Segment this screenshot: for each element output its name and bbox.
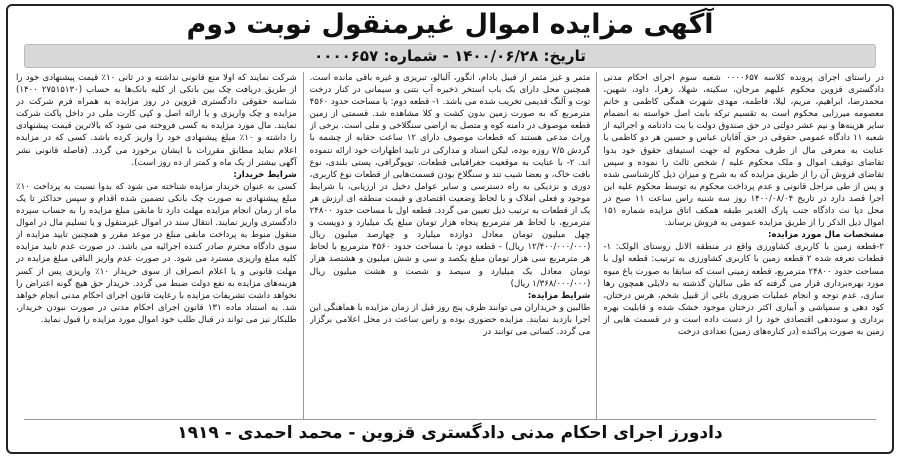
date-number-bar: تاریخ: ۱۴۰۰/۰۶/۲۸ - شماره: ۰۰۰۰۶۵۷: [24, 44, 876, 68]
signature-footer: دادورز اجرای احکام مدنی دادگستری قزوین - محمد احمدی - ۱۹۱۹: [177, 423, 723, 443]
property-specs-heading: مشخصات مال مورد مزایده:: [768, 230, 884, 241]
buyer-conditions-heading: شرایط خریدار:: [233, 169, 297, 180]
participation-paragraph: شرکت نمایند که اولا منع قانونی نداشته و در ثانی ۱۰٪ قیمت پیشنهادی خود را از طریق دریافت چک بین بانکی از کلیه بانک‌ها به حساب (۲۷۵۱۵۱۳۰ ۱۴۰۰) شناسه حقوقی دادگستری قزوین در روز مزایده به همراه فرم شرکت در مزایده و چک واریزی و یا ارائه اصل و کپی کارت ملی در داخل پاکت شرکت نمایند. مال مورد مزایده به کسی فروخته می شود که بالاترین قیمت پیشنهادی را داشته و ۱۰٪ مبلغ پیشنهادی خود را واریز کرده باشد. کسی که در مزایده اعلام نماید مطابق مقررات با ایشان برخورد می گردد. (فاصله قانونی نشر آگهی بیشتر از یک ماه و کمتر از ده روز است).: [15, 73, 297, 168]
property-item-paragraph: ۲-قطعه زمین با کاربری کشاورزی واقع در منطقه الانل روستای الولک: ۱-قطعات تعرفه شده ۲ قطعه زمین با کاربری کشاورزی به ترتیب: قطعه اول با مساحت حدود ۲۴۸۰۰ مترمربع، قطعه زمینی است که سابقا به صورت باغ میوه مورد بهره‌برداری قرار می گرفته که طی سالیان گذشته به دلایلی همچون رها سازی، عدم توجه و انجام عملیات ضروری باغی از قبیل شخم، هرس درختان، کود دهی و سمپاشی و آبیاری اکثر درختان موجود خشک شده و قابلیت بهره برداری و سوددهی اقتصادی خود را از دست داده است و در قسمت هایی از زمین به صورت پراکنده (در کناره‌های زمین) تعدادی درخت: [603, 242, 884, 337]
auction-conditions-heading: شرایط مزایده:: [527, 290, 591, 301]
column-right: [603, 72, 884, 420]
intro-paragraph: در راستای اجرای پرونده کلاسه ۰۰۰۰۶۵۷ شعبه سوم اجرای احکام مدنی دادگستری قزوین محکوم علیهم مرجان، سکینه، شهلا، زهرا، داود، شهین، محمدرضا، ابراهیم، مریم، لیلا، فاطمه، مهدی شهرت همگی کاظمی و خانم معصومه میرزایی محکوم است به تقسیم ترکه بابت اصل خواسته به انضمام سایر هزینه‌ها و نیم عشر دولتی در حق صندوق دولت با بت دادنامه و اجرائیه از شعبه ۱۱ دادگاه عمومی حقوقی در حق آقایان عباس و حسین هر دو کاظمی با عنایت به معرفی مال از طرف محکوم له جهت استیفای حقوق خود بدوا تقاضای توقیف اموال و ملک محکوم علیه / شخص ثالث را نموده و سپس تقاضای فروش آن را از طریق مزایده که به شرح و میزان ذیل کارشناسی شده و پس از طی مراحل قانونی و عدم پرداخت محکوم به توسط محکوم علیه این اجرا قصد دارد در تاریخ ۱۴۰۰/۰۸/۰۴ روز سه شنبه راس ساعت ۱۱ صبح در محل دیا نت دادگاه جنب پارک الغدیر طبقه همکف اتاق مزایده شماره ۱۵۱ اموال ذیل الذکر را از طریق مزایده عمومی به فروش برساند.: [603, 73, 884, 229]
column-middle: [310, 72, 591, 420]
auction-notice: [6, 4, 894, 454]
column-divider: [303, 72, 304, 420]
auction-conditions-paragraph: طالبین و خریداران می توانند ظرف پنج روز قبل از زمان مزایده با هماهنگی این اجرا بازدید نمایند. مزایده حضوری بوده و راس ساعت در محل اعلامی برگزار می گردد. کسانی می توانند در: [309, 302, 591, 337]
valuation-paragraph: مثمر و غیر مثمر از قبیل بادام، انگور، آلبالو، تبریزی و غیره باقی مانده است. همچنین محل دارای یک باب استخر ذخیره آب بتنی و سیمانی در کنار درخت توت و آلنگ قدیمی تخریب شده می باشد. ۱- قطعه دوم: با مساحت حدود ۴۵۶۰ مترمربع که به صورت زمین بدون کشت و کلا مشاهده شد. قسمتی از زمین قطعه موصوف در دامنه کوه و متصل به اراضی سنگلاخی و ملی است. برخی از وراث مدعی هستند که قطعات موصوف دارای ۱۲ ساعت حقابه از چشمه با گردش ۷/۵ روزه بوده، لیکن اسناد و مدارکی در تایید اظهارات خود ارائه ننموده اند. ۲- با عنایت به موقعیت جغرافیایی قطعات، توپوگرافی، پستی بلندی، نوع بافت خاک، و بعضا شیب تند و سنگلاخ بودن قسمت‌هایی از قطعات نوع کاربری، دوری و نزدیکی به راه دسترسی و سایر عوامل دخیل در ارزیابی، با شرایط موجود و فعلی املاک و با لحاظ وضعیت اقتصادی و قیمت منطقه ای ارزش هر یک از قطعات به ترتیب ذیل تعیین می گردد. قطعه اول با مساحت حدود ۲۴۸۰۰ مترمربع، با لحاظ هر مترمربع پنجاه هزار تومان مبلغ یک میلیارد و دویست و چهل میلیون تومان معادل دوازده میلیارد و چهارصد میلیون ریال (۱۲/۴۰۰/۰۰۰/۰۰۰ ریال) - قطعه دوم: با مساحت حدود ۴۵۶۰ مترمربع با لحاظ هر مترمربع سی هزار تومان مبلغ یکصد و سی و شش میلیون و هشتصد هزار تومان معادل یک میلیارد و سیصد و شصت و هشت میلیون ریال (۱/۳۶۸/۰۰۰/۰۰۰ ریال): [309, 73, 591, 289]
column-left: [16, 72, 297, 420]
column-divider: [596, 72, 597, 420]
notice-title: آگهی مزایده اموال غیرمنقول نوبت دوم: [186, 9, 714, 40]
notice-columns: [16, 72, 884, 420]
buyer-conditions-paragraph: کسی به عنوان خریدار مزایده شناخته می شود که بدوا نسبت به پرداخت ۱۰٪ مبلغ پیشنهادی به صورت چک بانکی تضمین شده اقدام و سپس حداکثر تا یک ماه از زمان انجام مزایده مهلت دارد تا مابقی مبلغ مزایده را به حساب سپرده دادگستری واریز نمایند. انتقال سند در اموال غیرمنقول و یا تسلیم مال در اموال منقول منوط به پرداخت مابقی مبلغ در موعد مقرر و همچنین تایید مزایده از سوی دادگاه محترم صادر کننده اجرائیه می باشد. در صورت عدم تایید مزایده کلیه مبلغ واریزی مسترد می شود. در صورت عدم واریز الباقی مبلغ مزایده در مهلت قانونی و یا اعلام انصراف از سوی خریدار ۱۰٪ واریزی پس از کسر هزینه‌های مزایده به نفع دولت ضبط می گردد. خریدار حق هیچ گونه اعتراض را نخواهد داشت تشریفات مزایده با رعایت قانون اجرای احکام مدنی انجام خواهد شد. به استناد ماده ۱۳۱ قانون اجرای احکام مدنی در صورت نبودن خریدار، طلبکار نیز می تواند در قبال طلب خود اموال مورد مزایده را قبول نماید.: [15, 181, 297, 325]
footer-rule: [24, 419, 876, 420]
